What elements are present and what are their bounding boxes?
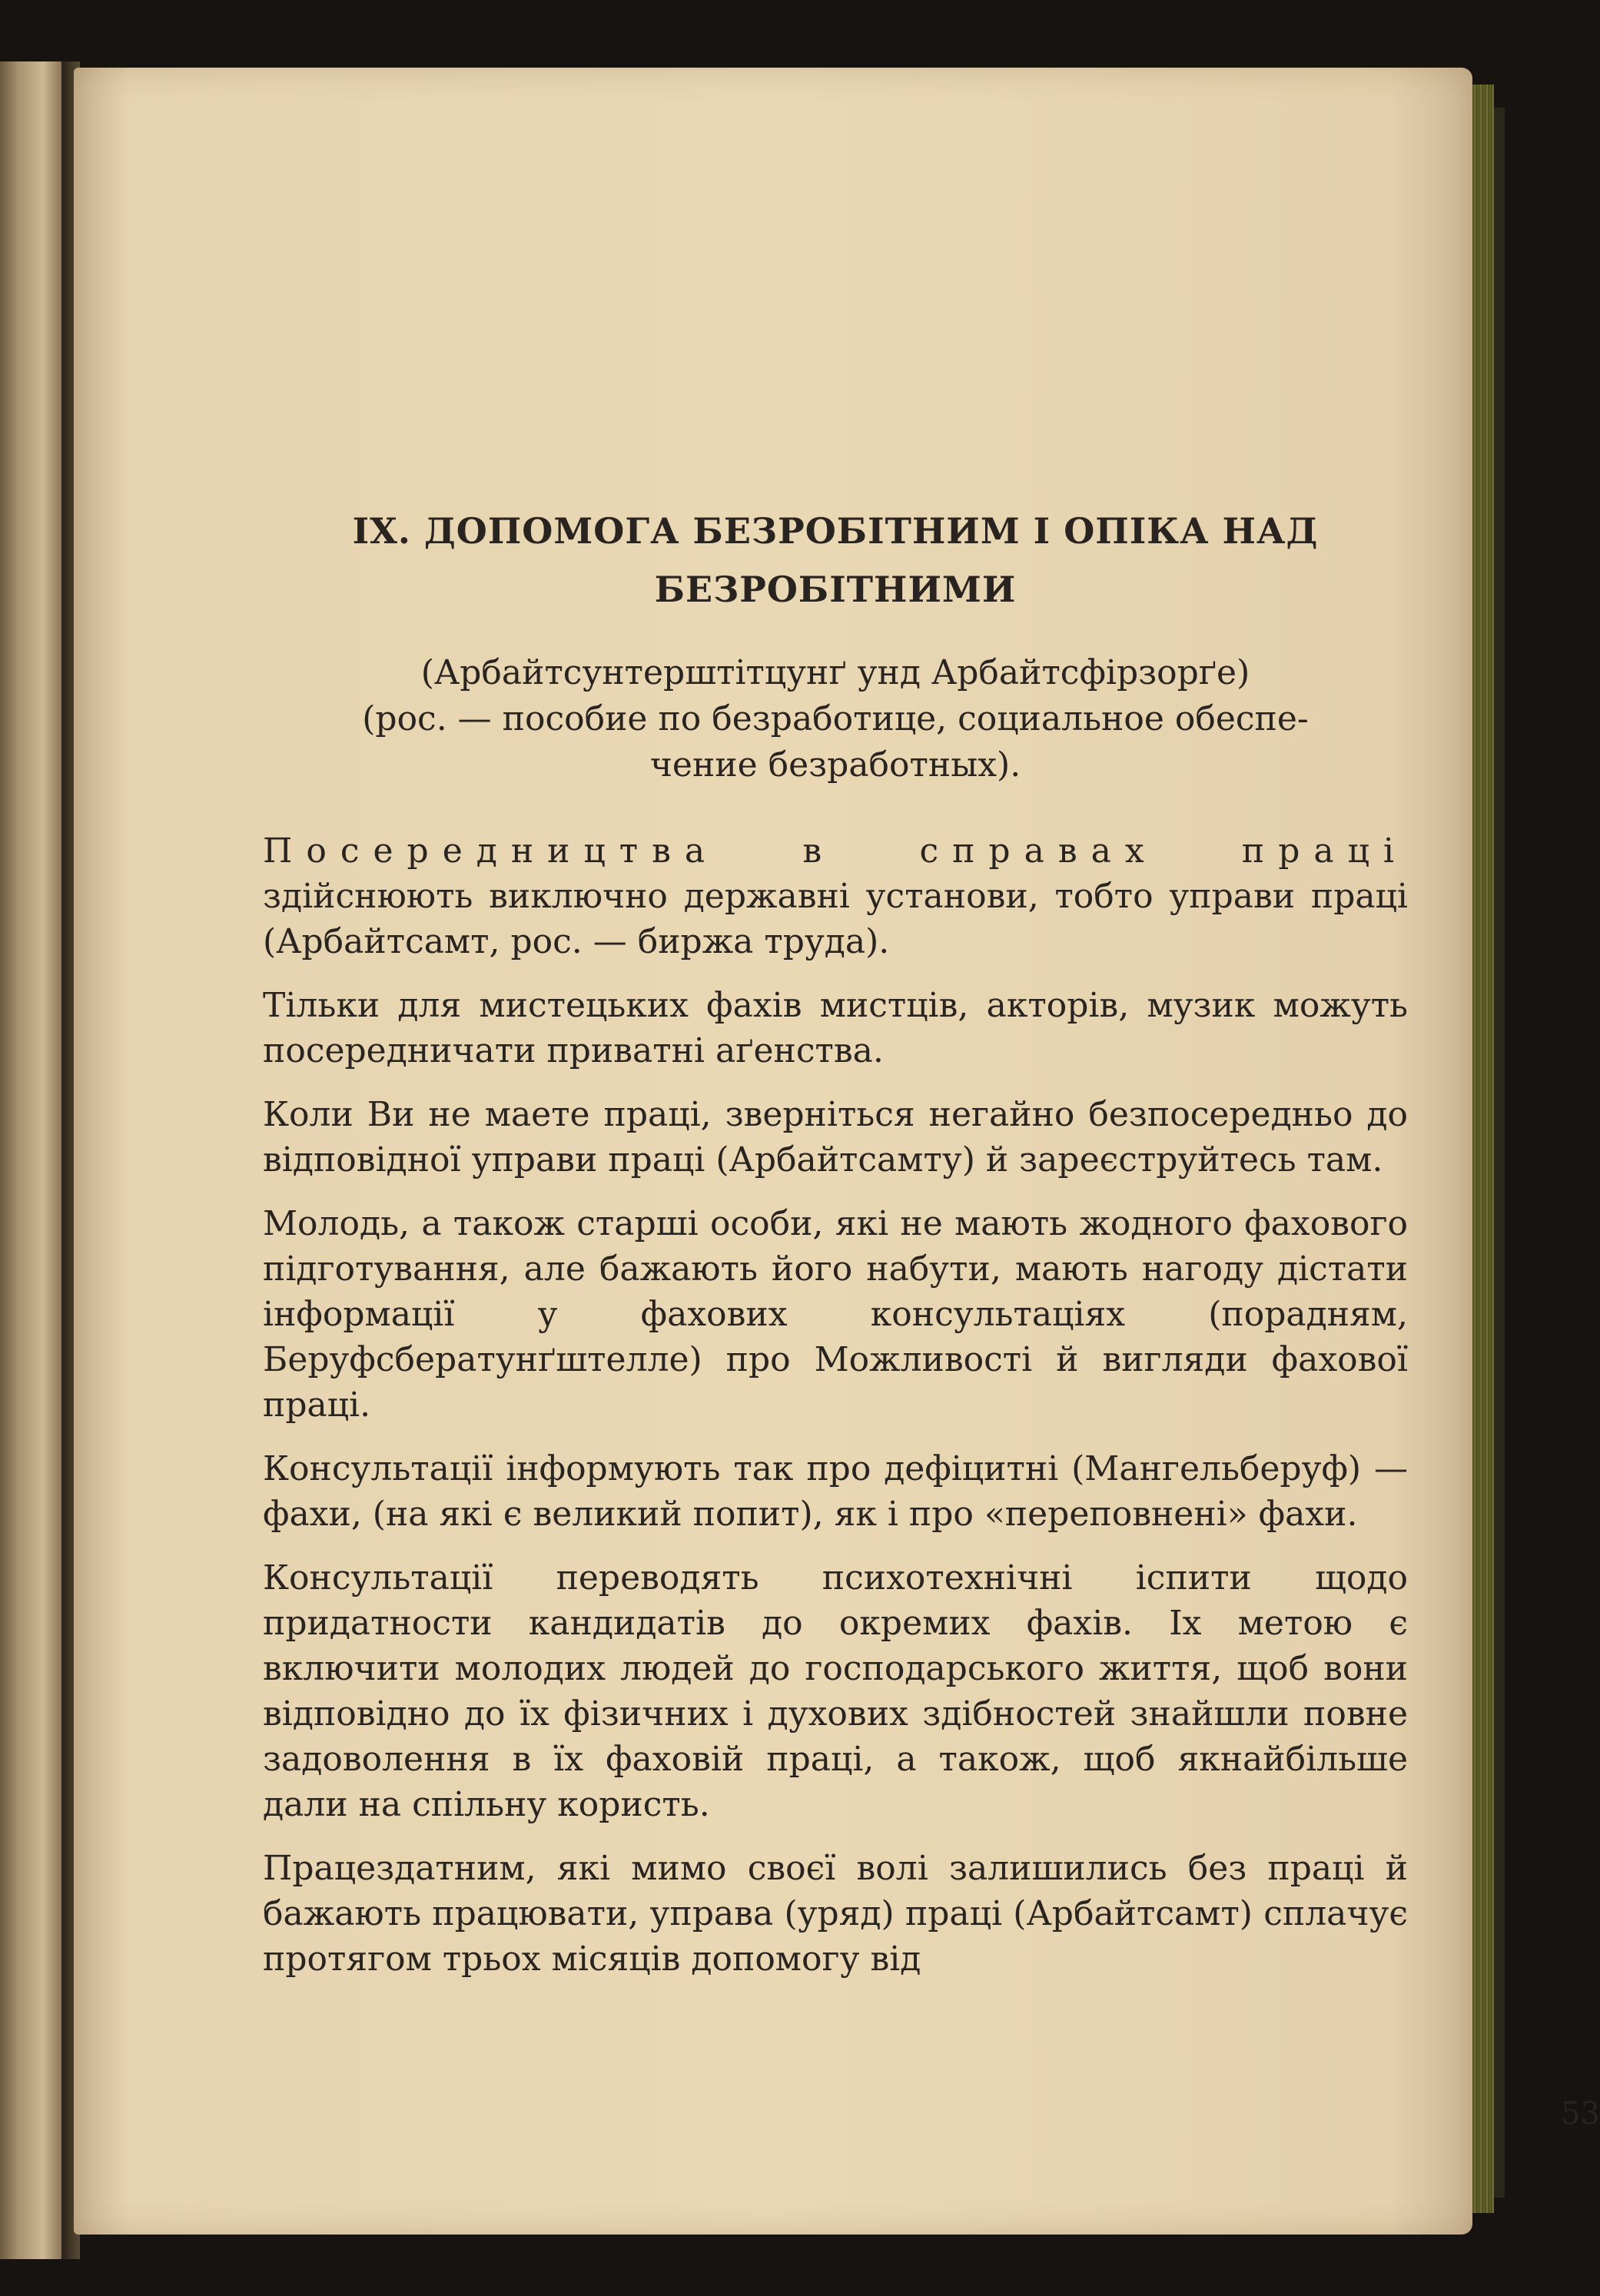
subtitle-line1: (Арбайтсунтерштітцунґ унд Арбайтсфірзорґе)	[420, 653, 1250, 692]
left-page-edge	[0, 61, 61, 2259]
chapter-title	[263, 502, 1408, 619]
chapter-subtitle	[263, 650, 1408, 788]
cover-edge-right	[1494, 108, 1505, 2198]
book-page	[74, 68, 1600, 2235]
subtitle-line2: (рос. — пособие по безработице, социальное обеспе-	[362, 699, 1309, 738]
subtitle-line3: чение безработных).	[649, 745, 1021, 785]
paragraph	[263, 828, 1408, 964]
chapter-title-line2: БЕЗРОБІТНИМИ	[654, 569, 1017, 610]
paragraph: Тільки для мистецьких фахів мистців, акторів, музик можуть посередничати приватні аґенства.	[263, 986, 1408, 1070]
paragraph: Коли Ви не маете праці, зверніться негайно безпосередньо до відповідної управи праці (Арбайтсамту) й зареєструйтесь там.	[263, 1095, 1408, 1180]
page-edges-right	[1471, 85, 1494, 2213]
paragraph-text: здійснюють виключно державні установи, тобто управи праці (Арбайтсамт, рос. — биржа труда).	[263, 877, 1408, 961]
chapter-title-line1: IX. ДОПОМОГА БЕЗРОБІТНИМ І ОПІКА НАД	[352, 510, 1319, 552]
emphasized-term: Посередництва в справах праці	[263, 831, 1408, 871]
body-text	[263, 828, 1408, 2000]
paragraph: Молодь, а також старші особи, які не мають жодного фахового підготування, але бажають його набути, мають нагоду дістати інформації у фахових консультаціях (порадням, Беруфсбератунґштелле) про Можливості й вигляди фахової праці.	[263, 1204, 1408, 1425]
paragraph: Консультації переводять психотехнічні іспити щодо придатности кандидатів до окремих фахів. Іх метою є включити молодих людей до господарського життя, щоб вони відповідно до їх фізичних і духових здібностей знайшли повне задоволення в їх фаховій праці, а також, щоб якнайбільше дали на спільну користь.	[263, 1558, 1408, 1824]
page-number: 53	[1561, 2096, 1600, 2132]
paragraph: Працездатним, які мимо своєї волі залишились без праці й бажають працювати, управа (уряд) праці (Арбайтсамт) сплачує протягом трьох місяців допомогу від	[263, 1849, 1408, 1979]
paragraph: Консультації інформують так про дефіцитні (Мангельберуф) — фахи, (на які є великий попит), як і про «переповнені» фахи.	[263, 1449, 1408, 1534]
